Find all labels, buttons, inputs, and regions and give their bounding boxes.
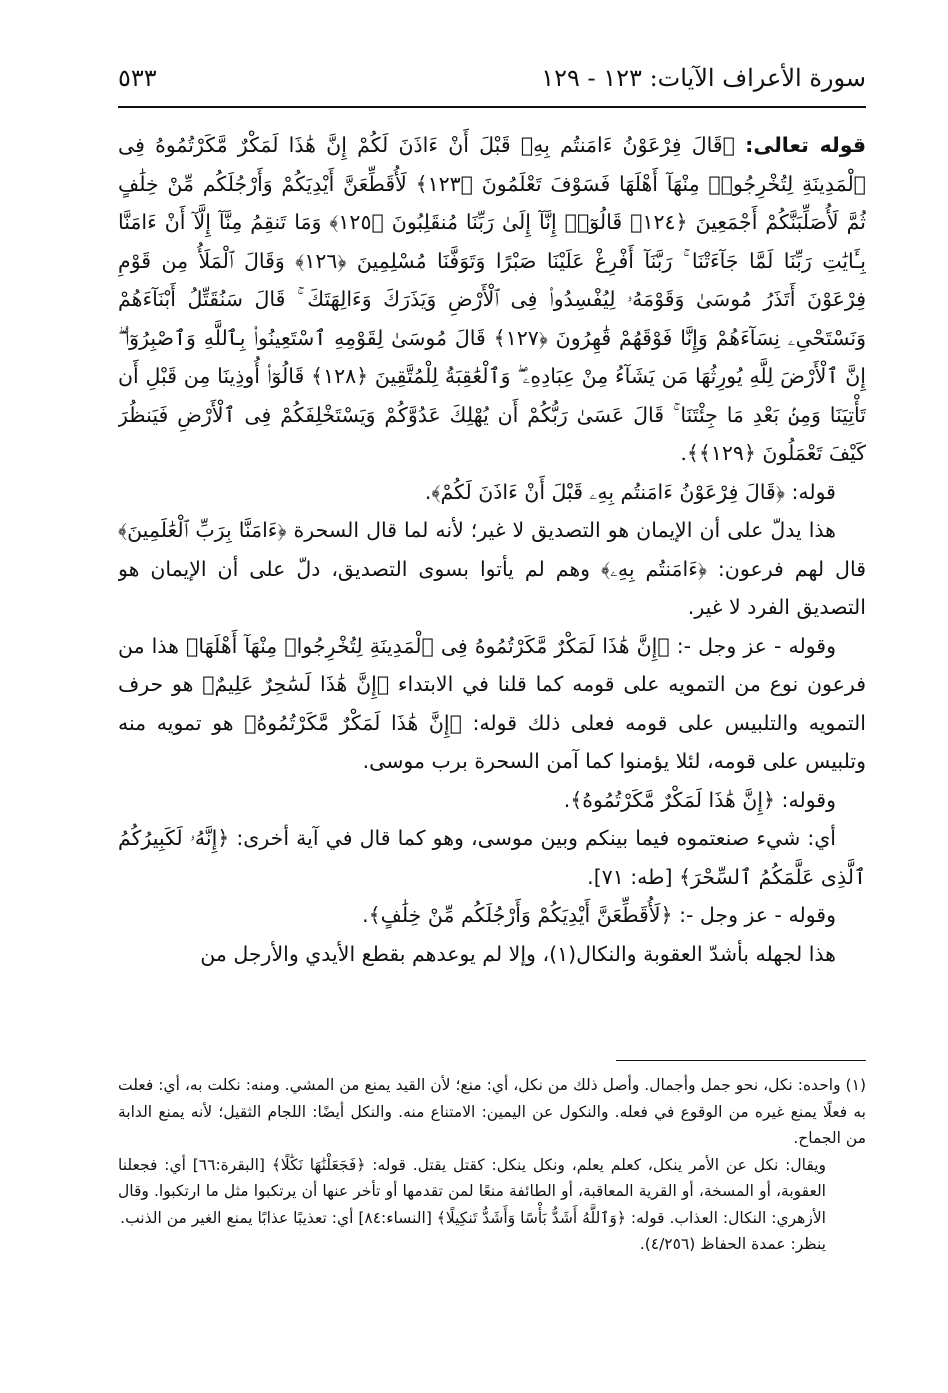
paragraph-2: هذا يدلّ على أن الإيمان هو التصديق لا غير؛ لأنه لما قال السحرة ﴿ءَامَنَّا بِرَبِّ ٱلْعَٰلَمِينَ﴾ قال لهم فرعون: ﴿ءَامَنتُم بِهِۦ﴾ وهم لم يأتوا بسوى التصديق، دلّ على أن الإيمان هو التصديق الفرد لا غير. <box>118 518 866 619</box>
paragraph-4: وقوله: ﴿إِنَّ هَٰذَا لَمَكْرٌ مَّكَرْتُمُوهُ﴾. <box>563 787 836 812</box>
page-header <box>118 64 866 104</box>
footnote-rule <box>616 1060 866 1061</box>
header-rule <box>118 106 866 108</box>
footnote-1: (١) واحده: نكل، نحو جمل وأجمال. وأصل ذلك من نكل، أي: منع؛ لأن القيد يمنع من المشي. ومنه: نكلت به، أي: فعلت به فعلًا يمنع غيره من الوقوع في فعله. والنكول عن اليمين: الامتناع منه. والنكل أيضًا: اللجام الثقيل؛ لأنه يمنع الدابة من الجماح. <box>118 1076 866 1147</box>
paragraph-1: قوله: ﴿قَالَ فِرْعَوْنُ ءَامَنتُم بِهِۦ قَبْلَ أَنْ ءَاذَنَ لَكُمْ﴾. <box>424 479 836 504</box>
quran-verses: ﴿قَالَ فِرْعَوْنُ ءَامَنتُم بِهِۦ قَبْلَ أَنْ ءَاذَنَ لَكُمْ إِنَّ هَٰذَا لَمَكْرٌ مَّكَرْتُمُوهُ فِى ٱلْمَدِينَةِ لِتُخْرِجُوا۟ مِنْهَآ أَهْلَهَا فَسَوْفَ تَعْلَمُونَ ﴿١٢٣﴾ لَأُقَطِّعَنَّ أَيْدِيَكُمْ وَأَرْجُلَكُم مِّنْ خِلَٰفٍ ثُمَّ لَأُصَلِّبَنَّكُمْ أَجْمَعِينَ ﴿١٢٤﴾ قَالُوٓا۟ إِنَّآ إِلَىٰ رَبِّنَا مُنقَلِبُونَ ﴿١٢٥﴾ وَمَا تَنقِمُ مِنَّآ إِلَّآ أَنْ ءَامَنَّا بِـَٔايَٰتِ رَبِّنَا لَمَّا جَآءَتْنَا ۚ رَبَّنَآ أَفْرِغْ عَلَيْنَا صَبْرًا وَتَوَفَّنَا مُسْلِمِينَ ﴿١٢٦﴾ وَقَالَ ٱلْمَلَأُ مِن قَوْمِ فِرْعَوْنَ أَتَذَرُ مُوسَىٰ وَقَوْمَهُۥ لِيُفْسِدُوا۟ فِى ٱلْأَرْضِ وَيَذَرَكَ وَءَالِهَتَكَ ۚ قَالَ سَنُقَتِّلُ أَبْنَآءَهُمْ وَنَسْتَحْىِۦ نِسَآءَهُمْ وَإِنَّا فَوْقَهُمْ قَٰهِرُونَ ﴿١٢٧﴾ قَالَ مُوسَىٰ لِقَوْمِهِ ٱسْتَعِينُوا۟ بِٱللَّهِ وَٱصْبِرُوٓا۟ ۖ إِنَّ ٱلْأَرْضَ لِلَّهِ يُورِثُهَا مَن يَشَآءُ مِنْ عِبَادِهِۦ ۖ وَٱلْعَٰقِبَةُ لِلْمُتَّقِينَ ﴿١٢٨﴾ قَالُوٓا۟ أُوذِينَا مِن قَبْلِ أَن تَأْتِيَنَا وَمِنۢ بَعْدِ مَا جِئْتَنَا ۚ قَالَ عَسَىٰ رَبُّكُمْ أَن يُهْلِكَ عَدُوَّكُمْ وَيَسْتَخْلِفَكُمْ فِى ٱلْأَرْضِ فَيَنظُرَ كَيْفَ تَعْمَلُونَ ﴿١٢٩﴾﴾. <box>118 133 866 465</box>
running-title: سورة الأعراف الآيات: ١٢٣ - ١٢٩ <box>541 64 866 92</box>
footnote-1-cont: ويقال: نكل عن الأمر ينكل، كعلم يعلم، ونكل ينكل: كقتل يقتل. قوله: ﴿فَجَعَلْنَٰهَا نَكَٰلًا﴾ [البقرة:٦٦] أي: فجعلنا العقوبة، أو المسخة، أو القرية المعاقبة، أو الطائفة منعًا لمن تقدمها أو تأخر عنها أن يرتكبوا مثل ما ارتكبوا. وقال الأزهري: النكال: العذاب. قوله: ﴿وَٱللَّهُ أَشَدُّ بَأْسًا وَأَشَدُّ تَنكِيلًا﴾ [النساء:٨٤] أي: تعذيبًا عذابًا يمنع الغير من الذنب. <box>118 1155 826 1227</box>
footnotes <box>118 1072 866 1330</box>
footnote-reference: ينظر: عمدة الحفاظ (٤/٢٥٦). <box>639 1235 826 1253</box>
paragraph-7: هذا لجهله بأشدّ العقوبة والنكال(١)، وإلا لم يوعدهم بقطع الأيدي والأرجل من <box>200 941 836 966</box>
paragraph-6: وقوله - عز وجل -: ﴿لَأُقَطِّعَنَّ أَيْدِيَكُمْ وَأَرْجُلَكُم مِّنْ خِلَٰفٍ﴾. <box>362 903 836 927</box>
paragraph-3: وقوله - عز وجل -: ﴿إِنَّ هَٰذَا لَمَكْرٌ مَّكَرْتُمُوهُ فِى ٱلْمَدِينَةِ لِتُخْرِجُوا۟ مِنْهَآ أَهْلَهَا﴾ هذا من فرعون نوع من التمويه على قومه كما قلنا في الابتداء ﴿إِنَّ هَٰذَا لَسَٰحِرٌ عَلِيمٌ﴾ هو حرف التمويه والتلبيس على قومه فعلى ذلك قوله: ﴿إِنَّ هَٰذَا لَمَكْرٌ مَّكَرْتُمُوهُ﴾ هو تمويه منه وتلبيس على قومه، لئلا يؤمنوا كما آمن السحرة برب موسى. <box>118 633 866 773</box>
main-text <box>118 126 866 1010</box>
page-number: ٥٣٣ <box>118 64 157 92</box>
paragraph-5: أي: شيء صنعتموه فيما بينكم وبين موسى، وهو كما قال في آية أخرى: ﴿إِنَّهُۥ لَكَبِيرُكُمُ ٱلَّذِى عَلَّمَكُمُ ٱلسِّحْرَ﴾ [طه: ٧١]. <box>118 826 866 889</box>
verses-paragraph <box>118 126 866 473</box>
lead-label: قوله تعالى: <box>745 133 866 157</box>
